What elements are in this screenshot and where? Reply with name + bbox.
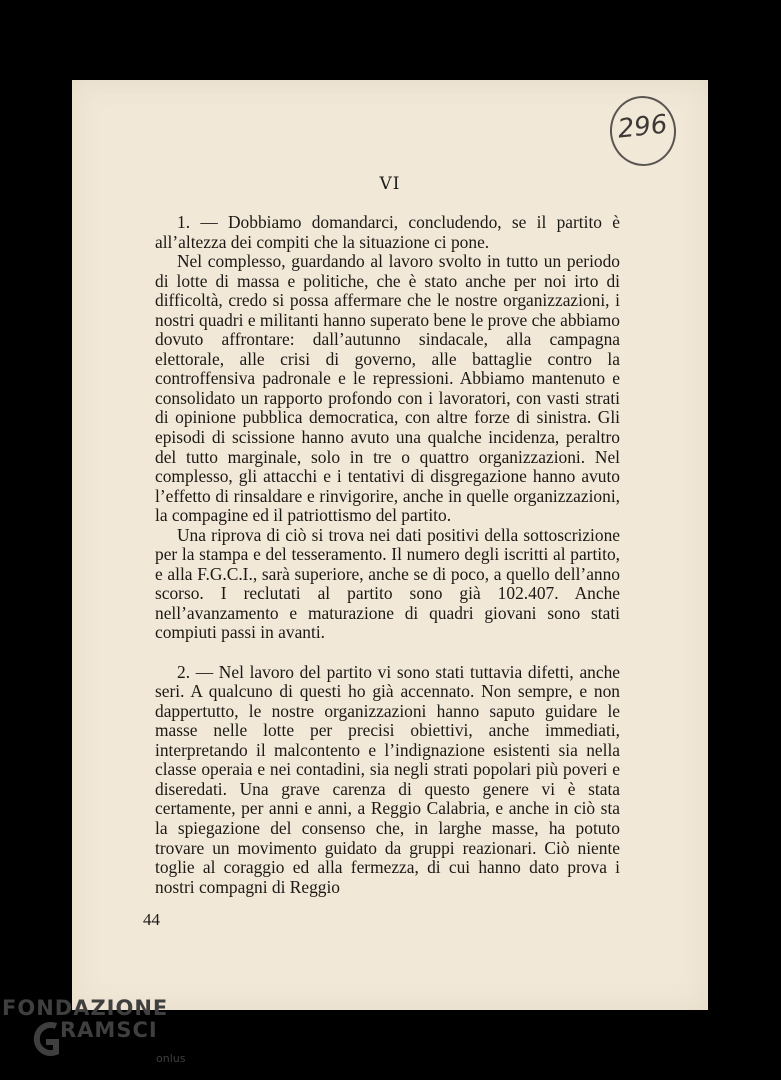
paragraph: Nel complesso, guardando al lavoro svolto in tutto un periodo di lotte di massa e politiche, che è stato anche per noi irto di difficoltà, credo si possa affermare che le nostre organizzazioni, i nostri quadri e militanti hanno superato bene le prove che abbiamo dovuto affrontare: dall’autunno sindacale, alla campagna elettorale, alle crisi di governo, alle battaglie contro la controffensiva padronale e le repressioni. Abbiamo mantenuto e consolidato un rapporto profondo con i lavoratori, con vasti strati di opinione pubblica democratica, con altre forze di sinistra. Gli episodi di scissione hanno avuto una qualche incidenza, peraltro del tutto marginale, solo in tre o quattro organizzazioni. Nel complesso, gli attacchi e i tentativi di disgregazione hanno avuto l’effetto di rinsaldare e rinvigorire, anche in quelle organizzazioni, la compagine ed il patriottismo del partito. bbox=[155, 251, 620, 526]
watermark-line2: RAMSCI bbox=[60, 1018, 158, 1042]
watermark-logo bbox=[2, 996, 202, 1076]
chapter-heading: VI bbox=[379, 174, 401, 194]
gramsci-g-icon bbox=[30, 1016, 62, 1066]
paragraph: Una riprova di ciò si trova nei dati positivi della sottoscrizione per la stampa e del tesseramento. Il numero degli iscritti al partito, e alla F.G.C.I., sarà superiore, anche se di poco, a quello dell’anno scorso. I reclutati al partito sono già 102.407. Anche nell’avanzamento e maturazione di quadri giovani sono stati compiuti passi in avanti. bbox=[155, 524, 620, 643]
book-page bbox=[72, 80, 708, 1010]
stamp-number: 296 bbox=[616, 109, 669, 145]
paragraph: 2. — Nel lavoro del partito vi sono stati tuttavia difetti, anche seri. A qualcuno di questi ho già accennato. Non sempre, e non dappertutto, le nostre organizzazioni hanno saputo guidare le masse nelle lotte per precisi obiettivi, anche immediati, interpretando il malcontento e l’indignazione esistenti sia nella classe operaia e nei contadini, sia negli strati popolari più poveri e diseredati. Una grave carenza di questo genere vi è stata certamente, per anni e anni, a Reggio Calabria, e anche in ciò sta la spiegazione del consenso che, in larghe masse, ha potuto trovare un movimento guidato da gruppi reazionari. Ciò niente toglie al coraggio ed alla fermezza, di cui hanno dato prova i nostri compagni di Reggio bbox=[155, 661, 620, 897]
paragraph: 1. — Dobbiamo domandarci, concludendo, se il partito è all’altezza dei compiti che la situazione ci pone. bbox=[155, 212, 620, 252]
body-text bbox=[155, 213, 620, 897]
page-number: 44 bbox=[143, 910, 160, 929]
watermark-line1: FONDAZIONE bbox=[2, 996, 169, 1020]
archive-stamp bbox=[607, 93, 680, 170]
watermark-line3: onlus bbox=[156, 1052, 186, 1065]
